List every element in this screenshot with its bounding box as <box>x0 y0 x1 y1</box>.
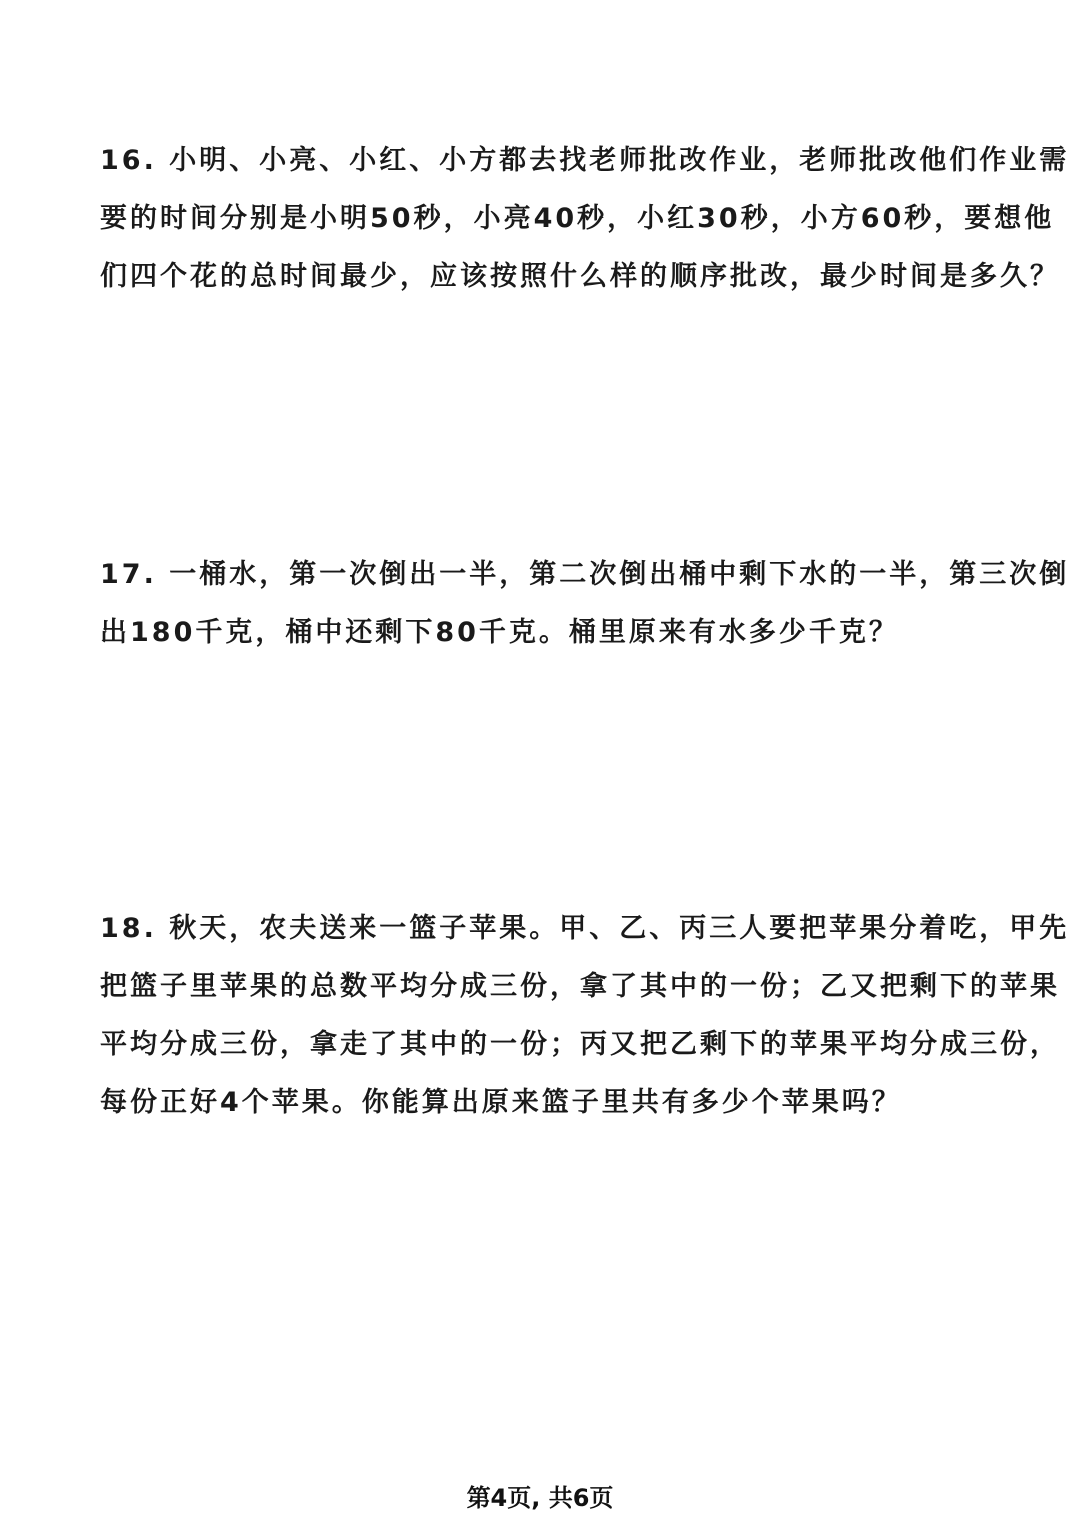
problem-17-line-1: 17. 一桶水，第一次倒出一半，第二次倒出桶中剩下水的一半，第三次倒 <box>100 559 1070 590</box>
problem-18-line-1: 18. 秋天，农夫送来一篮子苹果。甲、乙、丙三人要把苹果分着吃，甲先 <box>100 913 1070 944</box>
problem-16 <box>100 132 1070 306</box>
problem-18-line-2: 把篮子里苹果的总数平均分成三份，拿了其中的一份；乙又把剩下的苹果 <box>100 971 1060 1002</box>
problem-16-line-2: 要的时间分别是小明50秒，小亮40秒，小红30秒，小方60秒，要想他 <box>100 203 1055 234</box>
page-number-footer: 第4页, 共6页 <box>466 1484 614 1512</box>
problem-16-line-1: 16. 小明、小亮、小红、小方都去找老师批改作业，老师批改他们作业需 <box>100 145 1070 176</box>
problem-18-line-4: 每份正好4个苹果。你能算出原来篮子里共有多少个苹果吗？ <box>100 1087 902 1118</box>
problem-18-line-3: 平均分成三份，拿走了其中的一份；丙又把乙剩下的苹果平均分成三份， <box>100 1029 1060 1060</box>
problem-17 <box>100 546 1070 662</box>
problem-17-line-2: 出180千克，桶中还剩下80千克。桶里原来有水多少千克？ <box>100 617 899 648</box>
problem-16-line-3: 们四个花的总时间最少，应该按照什么样的顺序批改，最少时间是多久？ <box>100 261 1060 292</box>
problem-18 <box>100 900 1070 1132</box>
